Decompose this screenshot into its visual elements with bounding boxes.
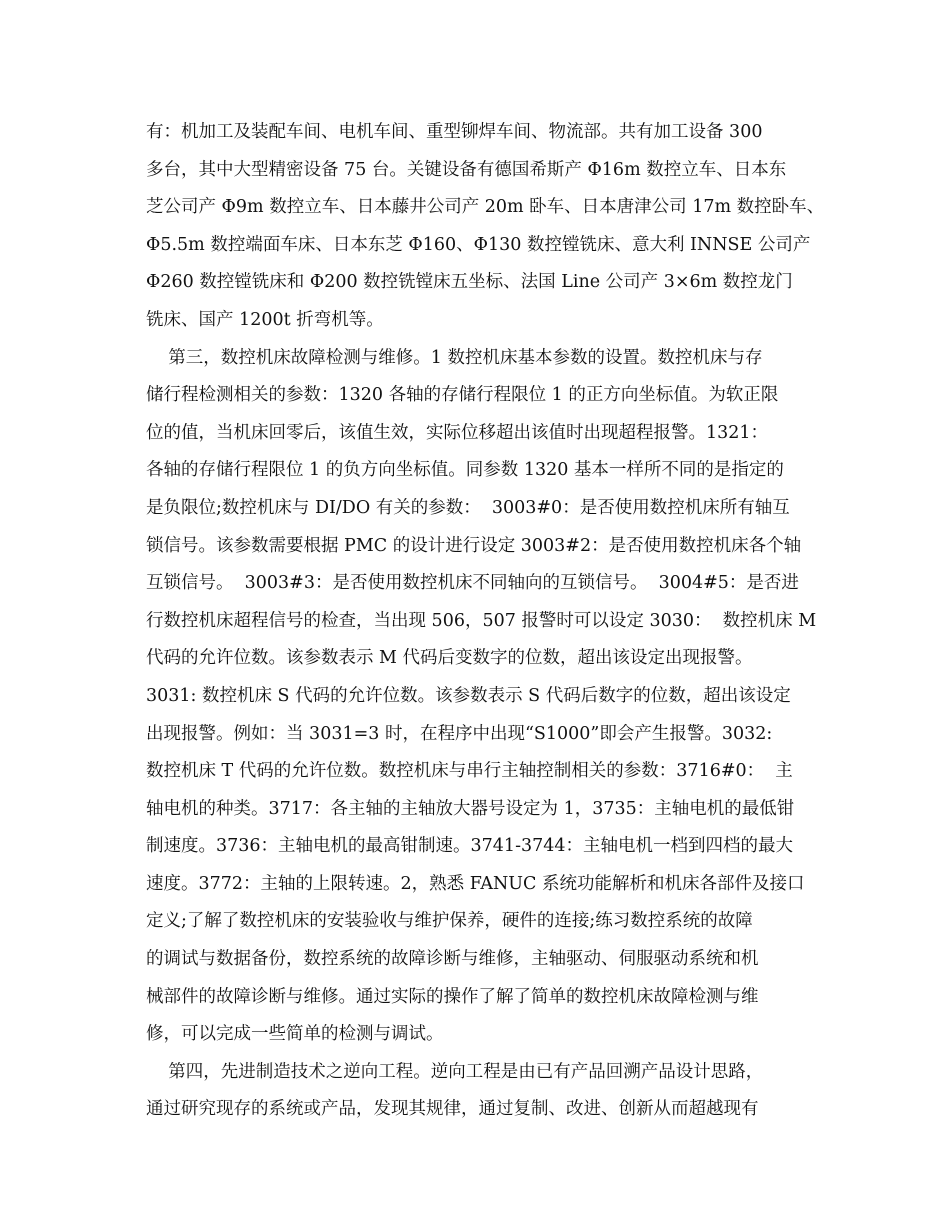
- text-line: 储行程检测相关的参数：1320 各轴的存储行程限位 1 的正方向坐标值。为软正限: [146, 385, 779, 406]
- text-line: 互锁信号。 3003#3：是否使用数控机床不同轴向的互锁信号。 3004#5：是否进: [146, 573, 799, 594]
- text-line: 3031: 数控机床 S 代码的允许位数。该参数表示 S 代码后数字的位数，超出该设定: [146, 685, 791, 706]
- text-line: 第四，先进制造技术之逆向工程。逆向工程是由已有产品回溯产品设计思路，: [146, 1061, 764, 1082]
- text-line: 械部件的故障诊断与维修。通过实际的操作了解了简单的数控机床故障检测与维: [146, 986, 759, 1007]
- text-line: Φ260 数控镗铣床和 Φ200 数控铣镗床五坐标、法国 Line 公司产 3×6m 数控龙门: [146, 272, 793, 293]
- text-line: 各轴的存储行程限位 1 的负方向坐标值。同参数 1320 基本一样所不同的是指定的: [146, 460, 784, 481]
- text-line: 代码的允许位数。该参数表示 M 代码后变数字的位数，超出该设定出现报警。: [146, 648, 753, 669]
- text-line: 铣床、国产 1200t 折弯机等。: [146, 309, 384, 330]
- text-line: 出现报警。例如：当 3031=3 时，在程序中出现“S1000”即会产生报警。3032:: [146, 723, 773, 744]
- text-line: 有：机加工及装配车间、电机车间、重型铆焊车间、物流部。共有加工设备 300: [146, 122, 763, 142]
- text-line: 行数控机床超程信号的检查，当出现 506，507 报警时可以设定 3030： 数控机床 M: [146, 610, 817, 631]
- text-line: 第三，数控机床故障检测与维修。1 数控机床基本参数的设置。数控机床与存: [146, 347, 763, 368]
- text-line: 位的值，当机床回零后，该值生效，实际位移超出该值时出现超程报警。1321：: [146, 422, 769, 443]
- text-line: 的调试与数据备份，数控系统的故障诊断与维修，主轴驱动、伺服驱动系统和机: [146, 949, 759, 970]
- text-line: Φ5.5m 数控端面车床、日本东芝 Φ160、Φ130 数控镗铣床、意大利 INNSE 公司产: [146, 234, 811, 255]
- text-line: 通过研究现存的系统或产品，发现其规律，通过复制、改进、创新从而超越现有: [146, 1099, 759, 1120]
- text-line: 速度。3772：主轴的上限转速。2，熟悉 FANUC 系统功能解析和机床各部件及接口: [146, 873, 805, 894]
- text-line: 定义;了解了数控机床的安装验收与维护保养，硬件的连接;练习数控系统的故障: [146, 911, 753, 932]
- text-line: 芝公司产 Φ9m 数控立车、日本藤井公司产 20m 卧车、日本唐津公司 17m 数控卧车、: [146, 197, 825, 218]
- text-line: 多台，其中大型精密设备 75 台。关键设备有德国希斯产 Φ16m 数控立车、日本东: [146, 159, 787, 180]
- text-line: 制速度。3736：主轴电机的最高钳制速。3741-3744：主轴电机一档到四档的最大: [146, 836, 794, 857]
- text-line: 数控机床 T 代码的允许位数。数控机床与串行主轴控制相关的参数：3716#0： 主: [146, 761, 793, 782]
- text-line: 是负限位;数控机床与 DI/DO 有关的参数： 3003#0：是否使用数控机床所有轴互: [146, 497, 790, 518]
- text-line: 锁信号。该参数需要根据 PMC 的设计进行设定 3003#2：是否使用数控机床各个轴: [146, 535, 802, 556]
- body-text: [146, 114, 825, 1129]
- text-line: 轴电机的种类。3717：各主轴的主轴放大器号设定为 1，3735：主轴电机的最低钳: [146, 798, 795, 819]
- text-line: 修，可以完成一些简单的检测与调试。: [146, 1024, 444, 1045]
